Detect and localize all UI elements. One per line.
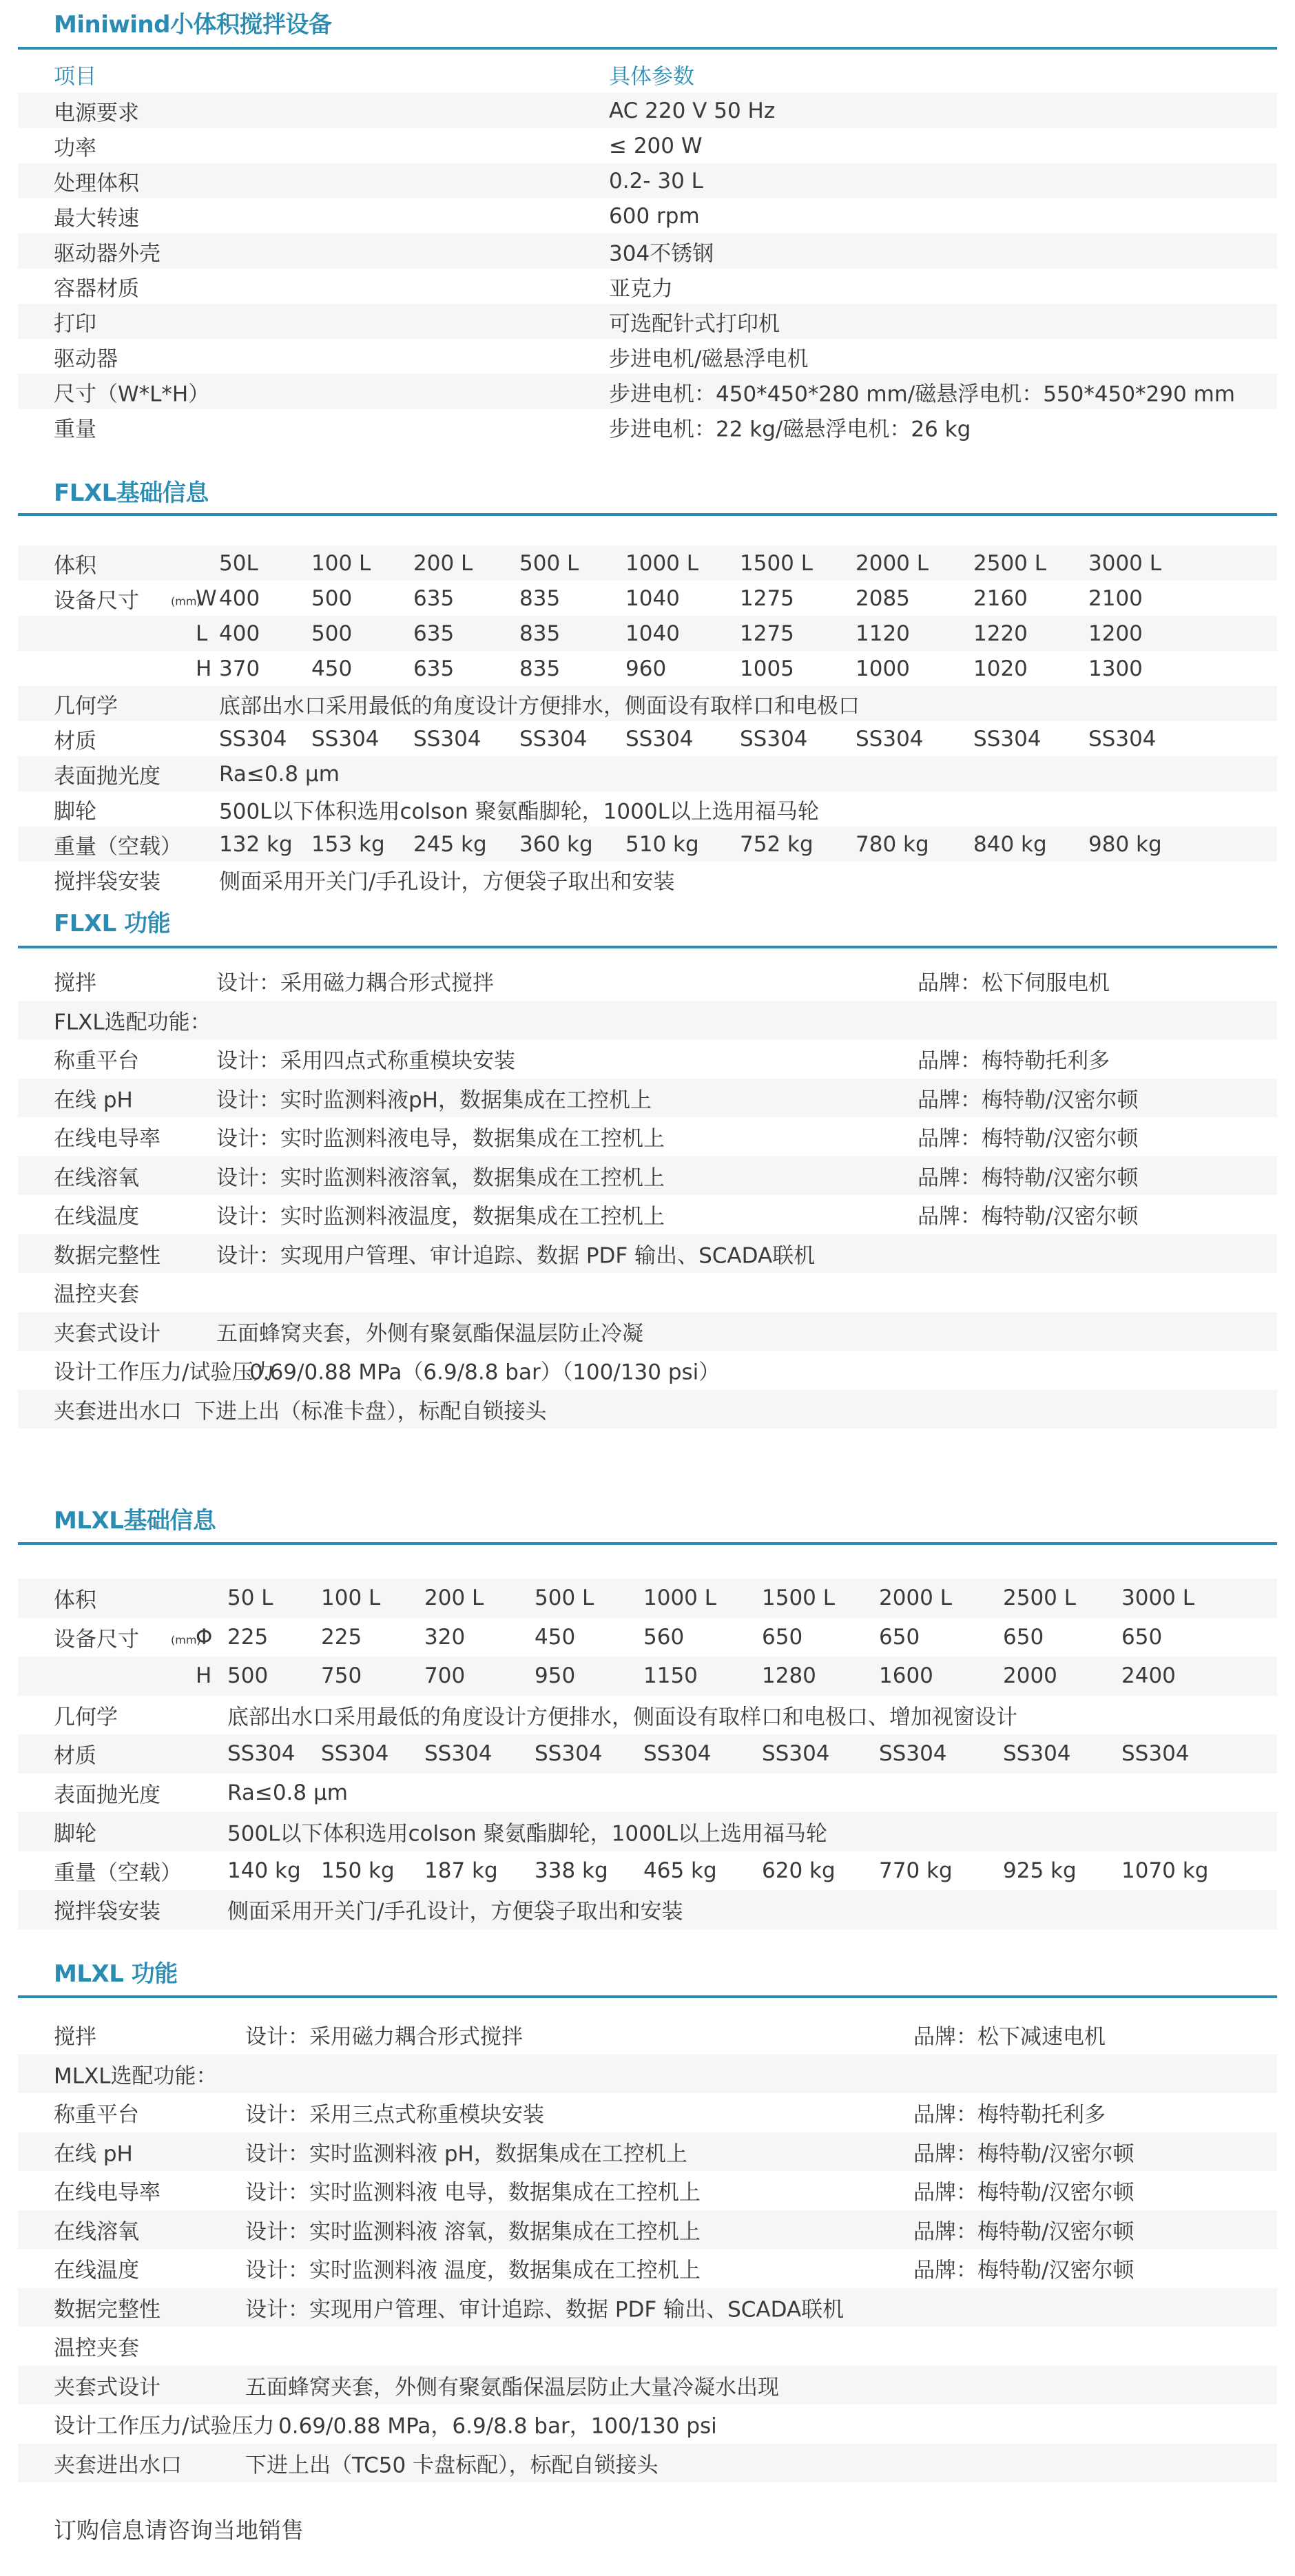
function-design: 设计：实时监测料液 电导，数据集成在工控机上 — [245, 2180, 701, 2205]
function-row — [18, 1390, 1277, 1429]
spec-label: 功率 — [54, 136, 96, 160]
material-cell: SS304 — [973, 726, 1042, 751]
weight-cell: 1070 kg — [1121, 1858, 1209, 1883]
function-label: 数据完整性 — [54, 2297, 160, 2323]
function-label: 夹套进出水口 — [54, 2453, 182, 2478]
size-cell: 1280 — [762, 1663, 816, 1689]
material-row — [18, 1734, 1277, 1774]
weight-cell: 360 kg — [519, 831, 593, 857]
spec-row — [18, 128, 1277, 163]
volume-cell: 3000 L — [1121, 1586, 1195, 1611]
function-row — [18, 1273, 1277, 1312]
unit-label: (mm) — [171, 1633, 201, 1647]
function-row — [18, 2055, 1277, 2094]
weight-cell: 465 kg — [643, 1858, 717, 1883]
row-label: 搅拌袋安装 — [54, 1899, 160, 1924]
spec-label: 驱动器外壳 — [54, 241, 160, 266]
size-cell: 1200 — [1088, 621, 1143, 646]
spec-value: 步进电机：450*450*280 mm/磁悬浮电机：550*450*290 mm — [609, 382, 1235, 406]
weight-cell: 338 kg — [535, 1858, 608, 1883]
function-row — [18, 1039, 1277, 1079]
axis-label: H — [196, 656, 212, 681]
size-cell: 560 — [643, 1624, 685, 1650]
bag-row — [18, 1890, 1277, 1929]
section-divider — [18, 1995, 1277, 1998]
spec-label: 电源要求 — [54, 101, 139, 125]
function-label: 搅拌 — [54, 2024, 96, 2050]
section-title-mlxl-func: MLXL 功能 — [54, 1960, 178, 1988]
volume-cell: 100 L — [311, 550, 371, 576]
weight-cell: 153 kg — [311, 831, 385, 857]
material-cell: SS304 — [519, 726, 588, 751]
function-design: 设计：实时监测料液 pH，数据集成在工控机上 — [245, 2141, 687, 2167]
spec-row — [18, 93, 1277, 128]
section-divider — [18, 513, 1277, 516]
spec-value: AC 220 V 50 Hz — [609, 98, 776, 123]
finish-value: Ra≤0.8 μm — [219, 761, 340, 787]
function-row — [18, 2327, 1277, 2366]
material-cell: SS304 — [535, 1741, 603, 1767]
volume-cell: 2000 L — [879, 1586, 953, 1611]
row-label: 几何学 — [54, 1705, 118, 1730]
size-row-w — [18, 581, 1277, 616]
function-label: 温控夹套 — [54, 1282, 139, 1307]
weight-cell: 150 kg — [321, 1858, 395, 1883]
bag-row — [18, 862, 1277, 897]
size-cell: 1000 — [856, 656, 910, 681]
material-cell: SS304 — [740, 726, 808, 751]
size-cell: 370 — [219, 656, 260, 681]
bag-value: 侧面采用开关门/手孔设计，方便袋子取出和安装 — [227, 1899, 683, 1924]
volume-cell: 1000 L — [643, 1586, 717, 1611]
spec-label: 最大转速 — [54, 206, 139, 231]
function-brand: 品牌：梅特勒/汉密尔顿 — [913, 2141, 1135, 2167]
size-cell: 835 — [519, 656, 561, 681]
size-cell: 1220 — [973, 621, 1028, 646]
function-row — [18, 2093, 1277, 2132]
volume-cell: 50 L — [227, 1586, 273, 1611]
finish-row — [18, 756, 1277, 791]
row-label: 重量（空载） — [54, 1860, 182, 1886]
size-cell: 835 — [519, 585, 561, 611]
spec-value: 0.2- 30 L — [609, 168, 703, 194]
order-info-note: 订购信息请咨询当地销售 — [54, 2517, 304, 2544]
size-cell: 1020 — [973, 656, 1028, 681]
function-brand: 品牌：梅特勒/汉密尔顿 — [918, 1165, 1139, 1191]
material-cell: SS304 — [311, 726, 380, 751]
spec-label: 尺寸（W*L*H） — [54, 382, 210, 406]
volume-row — [18, 546, 1277, 581]
spec-row — [18, 163, 1277, 198]
volume-cell: 2000 L — [856, 550, 929, 576]
function-row — [18, 1351, 1277, 1390]
size-cell: 1150 — [643, 1663, 698, 1689]
caster-value: 500L以下体积选用colson 聚氨酯脚轮，1000L以上选用福马轮 — [227, 1821, 827, 1847]
section-title-miniwind: Miniwind小体积搅拌设备 — [54, 11, 332, 39]
spec-row — [18, 304, 1277, 339]
row-label: 脚轮 — [54, 799, 96, 824]
column-header-value: 具体参数 — [609, 64, 694, 90]
material-cell: SS304 — [1003, 1741, 1071, 1767]
size-cell: 225 — [321, 1624, 362, 1650]
function-design: 下进上出（标准卡盘），标配自锁接头 — [194, 1399, 547, 1424]
size-cell: 2160 — [973, 585, 1028, 611]
section-divider — [18, 1542, 1277, 1545]
spec-row — [18, 374, 1277, 409]
size-cell: 1275 — [740, 585, 794, 611]
volume-cell: 1500 L — [740, 550, 814, 576]
function-label: 在线溶氧 — [54, 1165, 139, 1191]
function-label: 设计工作压力/试验压力 — [54, 1360, 275, 1385]
function-row — [18, 2249, 1277, 2288]
weight-cell: 620 kg — [762, 1858, 836, 1883]
function-label: 搅拌 — [54, 970, 96, 996]
spec-label: 打印 — [54, 311, 96, 336]
function-design: 设计：实时监测料液温度，数据集成在工控机上 — [216, 1204, 665, 1229]
function-design: 下进上出（TC50 卡盘标配），标配自锁接头 — [245, 2453, 659, 2478]
weight-row — [18, 827, 1277, 862]
material-cell: SS304 — [1088, 726, 1157, 751]
function-label: 在线电导率 — [54, 2180, 160, 2205]
geometry-row — [18, 1696, 1277, 1735]
size-cell: 1040 — [625, 621, 680, 646]
axis-label: H — [196, 1663, 212, 1689]
function-design: 0.69/0.88 MPa（6.9/8.8 bar）（100/130 psi） — [249, 1360, 721, 1385]
function-design: 设计：实时监测料液 溶氧，数据集成在工控机上 — [245, 2219, 701, 2245]
bag-value: 侧面采用开关门/手孔设计，方便袋子取出和安装 — [219, 869, 675, 894]
function-design: 0.69/0.88 MPa，6.9/8.8 bar，100/130 psi — [278, 2413, 717, 2439]
size-cell: 650 — [1121, 1624, 1163, 1650]
size-cell: 1120 — [856, 621, 910, 646]
size-cell: 635 — [413, 585, 455, 611]
function-label: 在线温度 — [54, 1204, 139, 1229]
function-design: 设计：实时监测料液 温度，数据集成在工控机上 — [245, 2258, 701, 2283]
weight-cell: 780 kg — [856, 831, 929, 857]
function-brand: 品牌：梅特勒/汉密尔顿 — [913, 2219, 1135, 2245]
spec-label: 驱动器 — [54, 346, 118, 371]
size-cell: 500 — [311, 621, 353, 646]
function-brand: 品牌：梅特勒/汉密尔顿 — [918, 1204, 1139, 1229]
function-label: 在线电导率 — [54, 1126, 160, 1152]
size-cell: 320 — [424, 1624, 466, 1650]
volume-cell: 50L — [219, 550, 258, 576]
function-brand: 品牌：梅特勒/汉密尔顿 — [918, 1126, 1139, 1152]
function-design: 五面蜂窝夹套，外侧有聚氨酯保温层防止冷凝 — [216, 1321, 643, 1347]
function-design: 设计：采用磁力耦合形式搅拌 — [216, 970, 494, 996]
axis-label: L — [196, 621, 208, 646]
function-brand: 品牌：梅特勒/汉密尔顿 — [913, 2180, 1135, 2205]
row-label: 表面抛光度 — [54, 1783, 160, 1808]
size-cell: 700 — [424, 1663, 466, 1689]
size-row-d — [18, 1618, 1277, 1657]
finish-row — [18, 1774, 1277, 1813]
material-cell: SS304 — [625, 726, 694, 751]
volume-cell: 2500 L — [973, 550, 1047, 576]
function-design: 设计：实时监测料液pH，数据集成在工控机上 — [216, 1088, 652, 1113]
function-label: 温控夹套 — [54, 2336, 139, 2361]
function-label: 称重平台 — [54, 1048, 139, 1074]
function-row — [18, 2210, 1277, 2250]
spec-value: 步进电机/磁悬浮电机 — [609, 346, 809, 371]
size-row-l — [18, 616, 1277, 651]
row-label: 搅拌袋安装 — [54, 869, 160, 894]
spec-value: ≤ 200 W — [609, 133, 703, 158]
spec-value: 步进电机：22 kg/磁悬浮电机：26 kg — [609, 417, 971, 442]
axis-label: W — [196, 585, 217, 611]
size-cell: 835 — [519, 621, 561, 646]
function-row — [18, 1156, 1277, 1196]
spec-row — [18, 269, 1277, 304]
weight-cell: 140 kg — [227, 1858, 301, 1883]
function-label: 在线溶氧 — [54, 2219, 139, 2245]
function-row — [18, 2366, 1277, 2405]
weight-cell: 132 kg — [219, 831, 293, 857]
function-label: 称重平台 — [54, 2102, 139, 2128]
spec-value: 304不锈钢 — [609, 241, 714, 266]
function-design: 设计：实时监测料液溶氧，数据集成在工控机上 — [216, 1165, 665, 1191]
material-cell: SS304 — [879, 1741, 947, 1767]
size-cell: 2000 — [1003, 1663, 1057, 1689]
function-row — [18, 1234, 1277, 1274]
row-label: 材质 — [54, 1743, 96, 1769]
function-label: 在线温度 — [54, 2258, 139, 2283]
size-cell: 2085 — [856, 585, 910, 611]
volume-cell: 100 L — [321, 1586, 381, 1611]
size-cell: 1275 — [740, 621, 794, 646]
function-row — [18, 1312, 1277, 1351]
spec-value: 可选配针式打印机 — [609, 311, 780, 336]
function-design: 五面蜂窝夹套，外侧有聚氨酯保温层防止大量冷凝水出现 — [245, 2375, 779, 2400]
spec-value: 亚克力 — [609, 276, 673, 301]
caster-row — [18, 791, 1277, 827]
material-cell: SS304 — [762, 1741, 830, 1767]
spec-label: 重量 — [54, 417, 96, 442]
function-label: 设计工作压力/试验压力 — [54, 2413, 275, 2439]
size-cell: 400 — [219, 585, 260, 611]
function-label: 夹套式设计 — [54, 1321, 160, 1347]
spec-row — [18, 339, 1277, 374]
unit-label: (mm) — [171, 594, 201, 608]
weight-cell: 245 kg — [413, 831, 487, 857]
row-label: 表面抛光度 — [54, 764, 160, 789]
spec-header-row — [18, 59, 1277, 90]
volume-cell: 1500 L — [762, 1586, 836, 1611]
function-design: 设计：采用三点式称重模块安装 — [245, 2102, 544, 2128]
section-title-flxl-func: FLXL 功能 — [54, 910, 171, 937]
function-label: 夹套进出水口 — [54, 1399, 182, 1424]
material-cell: SS304 — [321, 1741, 389, 1767]
material-cell: SS304 — [219, 726, 287, 751]
function-row — [18, 2404, 1277, 2444]
size-cell: 225 — [227, 1624, 269, 1650]
function-label: 在线 pH — [54, 1088, 133, 1113]
row-label: 体积 — [54, 553, 96, 578]
size-cell: 750 — [321, 1663, 362, 1689]
size-cell: 500 — [311, 585, 353, 611]
row-label: 设备尺寸 — [54, 1627, 139, 1652]
geometry-row — [18, 686, 1277, 721]
function-design: 设计：采用四点式称重模块安装 — [216, 1048, 515, 1074]
geometry-value: 底部出水口采用最低的角度设计方便排水，侧面设有取样口和电极口 — [219, 694, 860, 718]
material-cell: SS304 — [424, 1741, 493, 1767]
size-cell: 450 — [311, 656, 353, 681]
function-row — [18, 2132, 1277, 2172]
spec-row — [18, 233, 1277, 269]
material-cell: SS304 — [643, 1741, 712, 1767]
function-brand: 品牌：松下伺服电机 — [918, 970, 1110, 996]
volume-cell: 500 L — [535, 1586, 594, 1611]
function-row — [18, 2288, 1277, 2327]
row-label: 体积 — [54, 1588, 96, 1613]
volume-cell: 200 L — [424, 1586, 484, 1611]
function-row — [18, 2171, 1277, 2210]
weight-row — [18, 1851, 1277, 1891]
spec-label: 容器材质 — [54, 276, 139, 301]
size-row-h — [18, 1656, 1277, 1696]
function-design: 设计：采用磁力耦合形式搅拌 — [245, 2024, 523, 2050]
function-label: 夹套式设计 — [54, 2375, 160, 2400]
material-cell: SS304 — [227, 1741, 296, 1767]
weight-cell: 980 kg — [1088, 831, 1162, 857]
size-cell: 650 — [762, 1624, 803, 1650]
function-label: MLXL选配功能： — [54, 2064, 218, 2089]
function-design: 设计：实时监测料液电导，数据集成在工控机上 — [216, 1126, 665, 1152]
section-divider — [18, 946, 1277, 948]
material-cell: SS304 — [413, 726, 481, 751]
function-brand: 品牌：梅特勒托利多 — [918, 1048, 1110, 1074]
size-cell: 500 — [227, 1663, 269, 1689]
function-design: 设计：实现用户管理、审计追踪、数据 PDF 输出、SCADA联机 — [216, 1243, 816, 1269]
volume-row — [18, 1579, 1277, 1618]
size-cell: 650 — [1003, 1624, 1044, 1650]
weight-cell: 770 kg — [879, 1858, 953, 1883]
caster-row — [18, 1812, 1277, 1851]
function-label: 数据完整性 — [54, 1243, 160, 1269]
weight-cell: 925 kg — [1003, 1858, 1077, 1883]
material-row — [18, 721, 1277, 756]
function-design: 设计：实现用户管理、审计追踪、数据 PDF 输出、SCADA联机 — [245, 2297, 845, 2323]
function-row — [18, 2015, 1277, 2055]
size-cell: 635 — [413, 656, 455, 681]
size-cell: 400 — [219, 621, 260, 646]
function-row — [18, 962, 1277, 1001]
material-cell: SS304 — [1121, 1741, 1190, 1767]
spec-value: 600 rpm — [609, 203, 700, 229]
column-header-item: 项目 — [54, 64, 96, 90]
size-row-h — [18, 651, 1277, 686]
geometry-value: 底部出水口采用最低的角度设计方便排水，侧面设有取样口和电极口、增加视窗设计 — [227, 1705, 1017, 1730]
spec-row — [18, 198, 1277, 233]
size-cell: 2100 — [1088, 585, 1143, 611]
finish-value: Ra≤0.8 μm — [227, 1780, 348, 1805]
row-label: 材质 — [54, 729, 96, 754]
section-title-mlxl-basic: MLXL基础信息 — [54, 1507, 216, 1535]
volume-cell: 200 L — [413, 550, 473, 576]
section-title-flxl-basic: FLXL基础信息 — [54, 479, 209, 507]
function-brand: 品牌：松下减速电机 — [913, 2024, 1106, 2050]
size-cell: 635 — [413, 621, 455, 646]
weight-cell: 840 kg — [973, 831, 1047, 857]
function-row — [18, 1079, 1277, 1118]
size-cell: 650 — [879, 1624, 920, 1650]
function-row — [18, 1195, 1277, 1234]
caster-value: 500L以下体积选用colson 聚氨酯脚轮，1000L以上选用福马轮 — [219, 799, 819, 824]
function-row — [18, 2444, 1277, 2483]
function-row — [18, 1001, 1277, 1040]
size-cell: 1040 — [625, 585, 680, 611]
axis-label: Φ — [196, 1624, 213, 1650]
weight-cell: 752 kg — [740, 831, 814, 857]
row-label: 设备尺寸 — [54, 588, 139, 613]
row-label: 脚轮 — [54, 1821, 96, 1847]
size-cell: 2400 — [1121, 1663, 1176, 1689]
spec-row — [18, 409, 1277, 444]
function-brand: 品牌：梅特勒/汉密尔顿 — [918, 1088, 1139, 1113]
weight-cell: 187 kg — [424, 1858, 498, 1883]
volume-cell: 3000 L — [1088, 550, 1162, 576]
spec-label: 处理体积 — [54, 171, 139, 196]
function-row — [18, 1117, 1277, 1156]
volume-cell: 1000 L — [625, 550, 699, 576]
function-brand: 品牌：梅特勒托利多 — [913, 2102, 1106, 2128]
size-cell: 950 — [535, 1663, 576, 1689]
function-label: FLXL选配功能： — [54, 1010, 211, 1035]
size-cell: 960 — [625, 656, 667, 681]
row-label: 重量（空载） — [54, 834, 182, 859]
size-cell: 1300 — [1088, 656, 1143, 681]
volume-cell: 2500 L — [1003, 1586, 1077, 1611]
volume-cell: 500 L — [519, 550, 579, 576]
size-cell: 1005 — [740, 656, 794, 681]
size-cell: 450 — [535, 1624, 576, 1650]
row-label: 几何学 — [54, 694, 118, 718]
section-divider — [18, 47, 1277, 50]
material-cell: SS304 — [856, 726, 924, 751]
function-brand: 品牌：梅特勒/汉密尔顿 — [913, 2258, 1135, 2283]
function-label: 在线 pH — [54, 2141, 133, 2167]
size-cell: 1600 — [879, 1663, 933, 1689]
weight-cell: 510 kg — [625, 831, 699, 857]
